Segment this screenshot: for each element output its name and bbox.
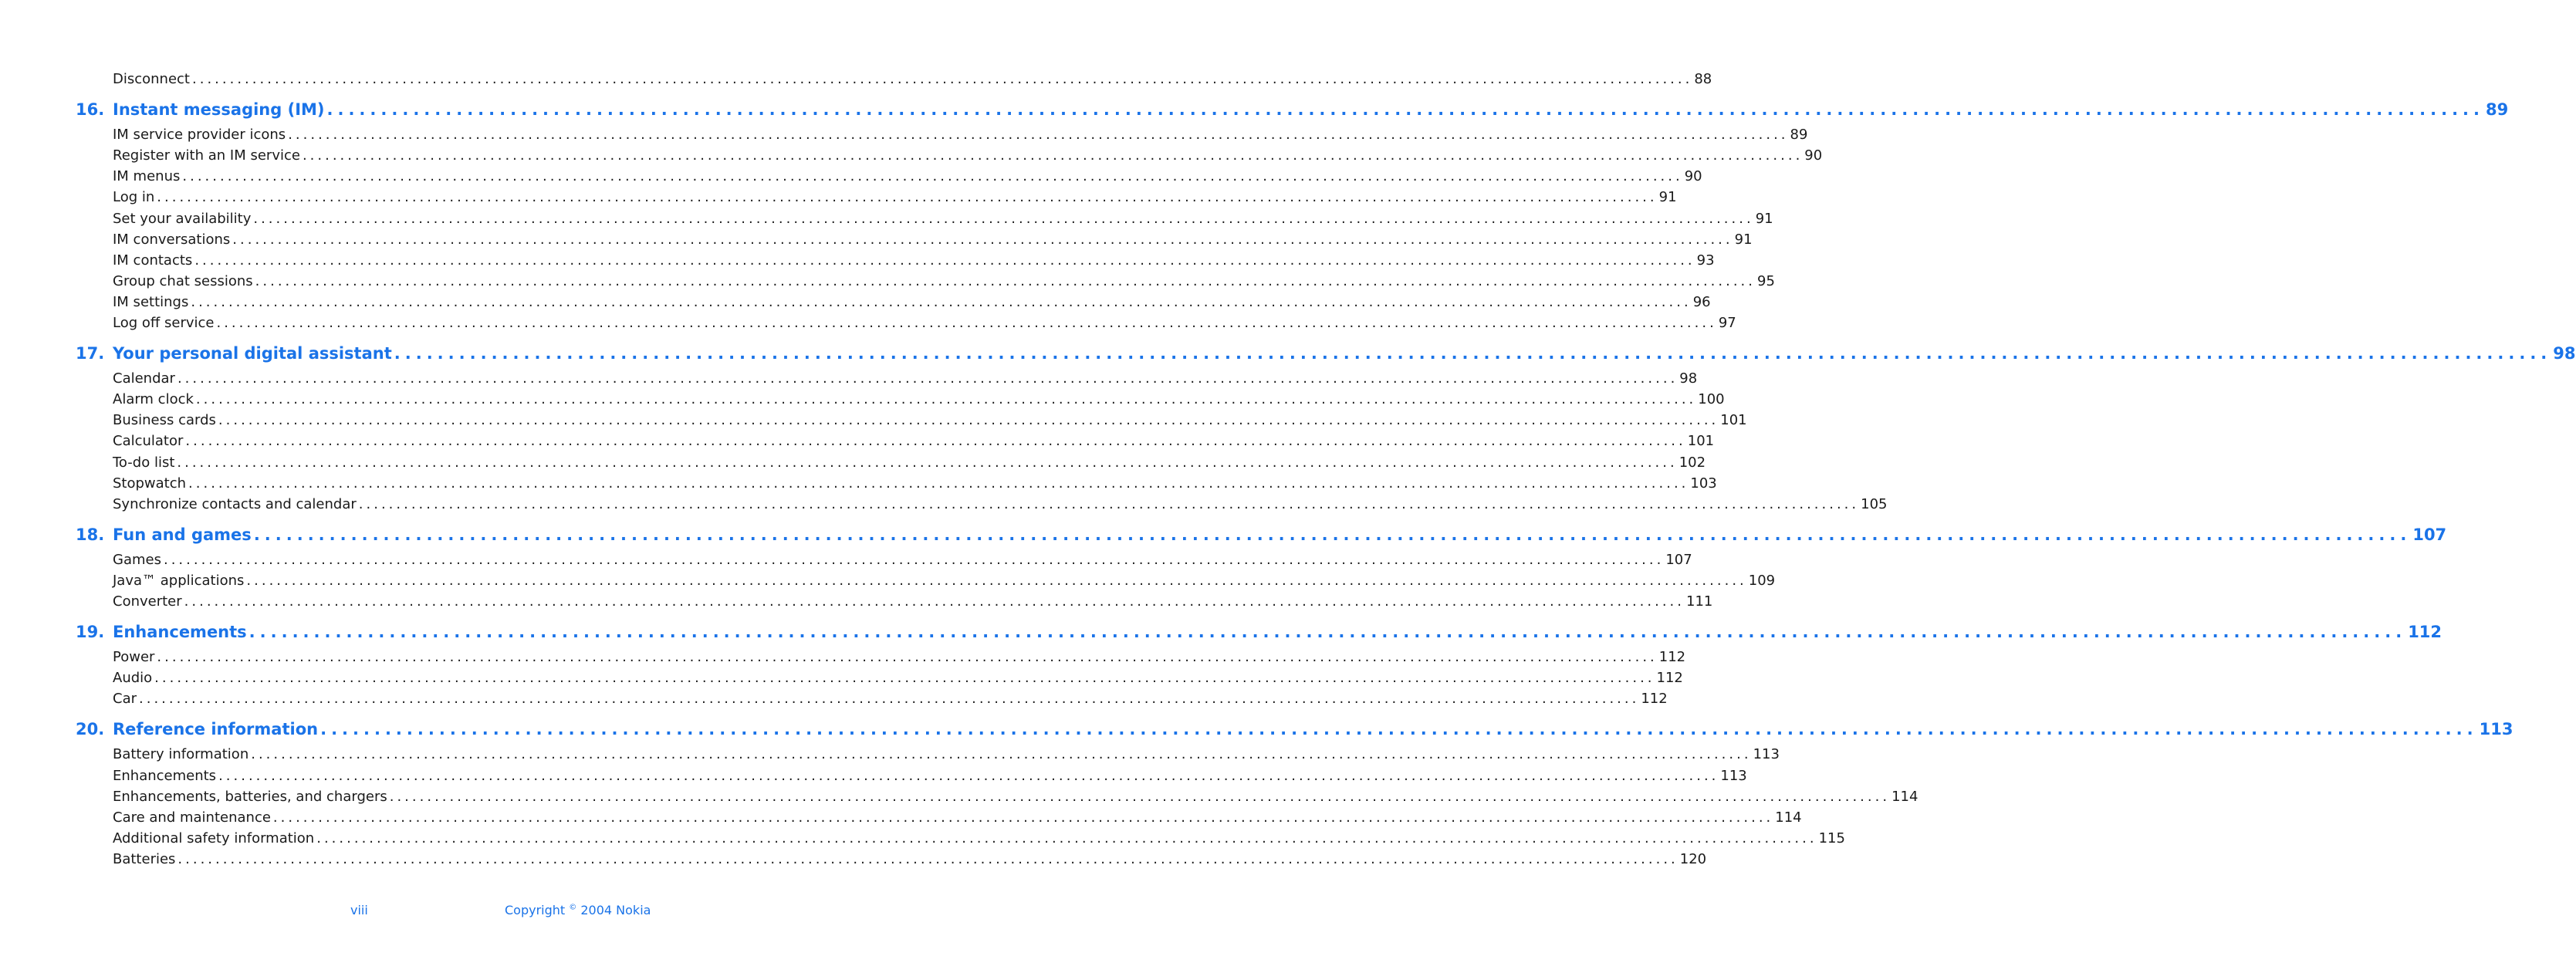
dot-leader: ........................................................................................................................................................................................................	[177, 370, 1678, 387]
item-title: Batteries	[113, 851, 177, 867]
page-number: 115	[1818, 830, 1845, 846]
page-number: 101	[1720, 412, 1747, 429]
footer-page-number: viii	[350, 903, 368, 917]
toc-chapter-row[interactable]	[76, 720, 2513, 743]
page-number: 112	[1658, 649, 1686, 666]
chapter-title: Reference information	[113, 720, 320, 738]
toc-item-row[interactable]	[113, 495, 1888, 516]
toc-item-row[interactable]	[113, 475, 1717, 495]
toc-item-row[interactable]	[113, 433, 1715, 453]
page-number: 112	[2408, 623, 2442, 642]
page-number: 113	[1753, 746, 1780, 763]
item-title: Log in	[113, 189, 157, 205]
item-title: IM service provider icons	[113, 127, 288, 143]
item-title: Car	[113, 691, 139, 707]
dot-leader: ........................................................................................................................................................................................................	[253, 210, 1754, 227]
item-title: Games	[113, 552, 164, 568]
dot-leader: ........................................................................................................................................................................................................	[394, 344, 2552, 363]
dot-leader: ........................................................................................................................................................................................................	[191, 293, 1692, 310]
page-number: 100	[1698, 391, 1725, 408]
page-number: 120	[1679, 850, 1707, 867]
dot-leader: ........................................................................................................................................................................................................	[177, 850, 1678, 867]
dot-leader: ........................................................................................................................................................................................................	[255, 272, 1756, 289]
toc-item-row[interactable]	[113, 231, 1753, 252]
toc-item-row[interactable]	[113, 293, 1711, 314]
item-title: Business cards	[113, 412, 218, 428]
page-number: 113	[2479, 720, 2513, 739]
toc-item-row[interactable]	[113, 370, 1698, 390]
dot-leader: ........................................................................................................................................................................................................	[232, 231, 1733, 248]
copyright-owner: 2004 Nokia	[576, 903, 651, 917]
page-number: 91	[1658, 189, 1677, 206]
page-number: 98	[1679, 370, 1698, 387]
copyright-symbol: ©	[569, 903, 577, 912]
page-number: 91	[1755, 210, 1773, 227]
page-number: 107	[1665, 551, 1692, 568]
footer-copyright	[505, 903, 651, 917]
toc-item-row[interactable]	[113, 315, 1736, 335]
toc-item-row[interactable]	[113, 850, 1707, 871]
dot-leader: ........................................................................................................................................................................................................	[389, 788, 1891, 805]
item-title: IM settings	[113, 294, 191, 310]
page-number: 88	[1694, 71, 1712, 87]
toc-item-row[interactable]	[113, 252, 1715, 272]
dot-leader: ........................................................................................................................................................................................................	[163, 551, 1665, 568]
page-number: 109	[1748, 572, 1776, 589]
dot-leader: ........................................................................................................................................................................................................	[218, 767, 1719, 784]
toc-item-row[interactable]	[113, 412, 1747, 432]
page-number: 102	[1678, 454, 1706, 471]
page-number: 105	[1861, 495, 1888, 512]
toc-chapter-row[interactable]	[76, 623, 2442, 646]
toc-item-row[interactable]	[113, 746, 1780, 766]
dot-leader: ........................................................................................................................................................................................................	[272, 809, 1774, 826]
dot-leader: ........................................................................................................................................................................................................	[320, 720, 2478, 739]
dot-leader: ........................................................................................................................................................................................................	[139, 691, 1640, 708]
dot-leader: ........................................................................................................................................................................................................	[192, 71, 1693, 87]
item-title: IM menus	[113, 168, 182, 184]
page-number: 89	[1790, 127, 1808, 144]
dot-leader: ........................................................................................................................................................................................................	[185, 433, 1686, 450]
page-number: 90	[1804, 147, 1823, 164]
toc-chapter-row[interactable]	[76, 525, 2447, 549]
chapter-title: Instant messaging (IM)	[113, 100, 327, 119]
item-title: Group chat sessions	[113, 273, 255, 289]
item-title: To-do list	[113, 454, 177, 471]
toc-item-row[interactable]	[113, 147, 1823, 167]
item-title: Converter	[113, 593, 184, 610]
toc-item-row[interactable]	[113, 649, 1686, 669]
item-title: Battery information	[113, 746, 251, 762]
page-number: 91	[1734, 231, 1753, 248]
toc-item-row[interactable]	[113, 551, 1692, 572]
page-number: 112	[1656, 670, 1683, 687]
item-title: Java™ applications	[113, 573, 246, 589]
dot-leader: ........................................................................................................................................................................................................	[157, 189, 1658, 206]
toc-item-row[interactable]	[113, 272, 1775, 293]
toc-item-row[interactable]	[113, 670, 1683, 690]
dot-leader: ........................................................................................................................................................................................................	[358, 495, 1860, 512]
page-number: 96	[1692, 293, 1711, 310]
toc-chapter-row[interactable]	[76, 344, 2576, 367]
chapter-title: Your personal digital assistant	[113, 344, 394, 363]
page-number: 112	[1641, 691, 1668, 708]
item-title: Power	[113, 649, 157, 665]
toc-item-row[interactable]	[113, 572, 1776, 593]
dot-leader: ........................................................................................................................................................................................................	[253, 525, 2412, 544]
item-title: Additional safety information	[113, 830, 316, 846]
toc-item-row[interactable]	[113, 788, 1918, 809]
page-number: 111	[1686, 593, 1713, 610]
item-title: Log off service	[113, 315, 216, 331]
chapter-title: Fun and games	[113, 525, 254, 544]
toc-item-row[interactable]	[113, 127, 1808, 147]
item-title: Audio	[113, 670, 154, 686]
chapter-number: 17.	[76, 344, 105, 363]
toc-item-row[interactable]	[113, 210, 1773, 231]
item-title: Enhancements	[113, 768, 218, 784]
item-title: Register with an IM service	[113, 147, 303, 164]
toc-item-row[interactable]	[113, 454, 1706, 475]
dot-leader: ........................................................................................................................................................................................................	[195, 391, 1697, 408]
dot-leader: ........................................................................................................................................................................................................	[182, 168, 1683, 185]
dot-leader: ........................................................................................................................................................................................................	[194, 252, 1695, 269]
dot-leader: ........................................................................................................................................................................................................	[326, 100, 2485, 120]
page-number: 97	[1718, 315, 1736, 331]
page-number: 114	[1891, 788, 1918, 805]
dot-leader: ........................................................................................................................................................................................................	[288, 127, 1789, 144]
chapter-number: 20.	[76, 720, 105, 739]
item-title: IM contacts	[113, 252, 194, 269]
dot-leader: ........................................................................................................................................................................................................	[316, 830, 1817, 846]
item-title: Set your availability	[113, 211, 253, 227]
item-title: Care and maintenance	[113, 809, 273, 826]
chapter-number: 18.	[76, 525, 105, 544]
item-title: Calculator	[113, 433, 185, 449]
page-number: 101	[1687, 433, 1715, 450]
page-number: 113	[1720, 767, 1747, 784]
item-title: Alarm clock	[113, 391, 196, 407]
item-title: IM conversations	[113, 231, 232, 248]
item-title: Stopwatch	[113, 475, 188, 492]
toc-item-row[interactable]	[113, 809, 1802, 830]
dot-leader: ........................................................................................................................................................................................................	[154, 670, 1655, 687]
item-title: Calendar	[113, 370, 177, 387]
page-number: 95	[1757, 272, 1775, 289]
copyright-label: Copyright	[505, 903, 566, 917]
page-number: 114	[1775, 809, 1802, 826]
dot-leader: ........................................................................................................................................................................................................	[216, 315, 1717, 331]
item-title: Enhancements, batteries, and chargers	[113, 789, 390, 805]
dot-leader: ........................................................................................................................................................................................................	[218, 412, 1719, 429]
toc-item-row[interactable]	[113, 168, 1702, 188]
toc-item-row[interactable]	[113, 767, 1747, 788]
page-number: 90	[1684, 168, 1702, 185]
dot-leader: ........................................................................................................................................................................................................	[302, 147, 1804, 164]
chapter-number: 16.	[76, 100, 105, 120]
toc-chapter-row[interactable]	[76, 100, 2509, 123]
item-title: Synchronize contacts and calendar	[113, 496, 359, 512]
toc-item-row[interactable]	[113, 71, 1712, 91]
dot-leader: ........................................................................................................................................................................................................	[157, 649, 1658, 666]
dot-leader: ........................................................................................................................................................................................................	[246, 572, 1747, 589]
dot-leader: ........................................................................................................................................................................................................	[184, 593, 1685, 610]
toc-item-row[interactable]	[113, 593, 1713, 613]
chapter-title: Enhancements	[113, 623, 249, 641]
page-number: 98	[2553, 344, 2576, 363]
dot-leader: ........................................................................................................................................................................................................	[177, 454, 1678, 471]
page-number: 89	[2486, 100, 2509, 120]
page-number: 107	[2412, 525, 2447, 544]
toc-item-row[interactable]	[113, 391, 1725, 411]
page-number: 93	[1696, 252, 1715, 269]
toc-item-row[interactable]	[113, 830, 1845, 850]
toc-item-row[interactable]	[113, 189, 1677, 209]
chapter-number: 19.	[76, 623, 105, 642]
item-title: Disconnect	[113, 71, 192, 87]
page-number: 103	[1690, 475, 1717, 492]
dot-leader: ........................................................................................................................................................................................................	[248, 623, 2407, 642]
dot-leader: ........................................................................................................................................................................................................	[251, 746, 1752, 763]
dot-leader: ........................................................................................................................................................................................................	[188, 475, 1689, 492]
toc-item-row[interactable]	[113, 691, 1668, 711]
